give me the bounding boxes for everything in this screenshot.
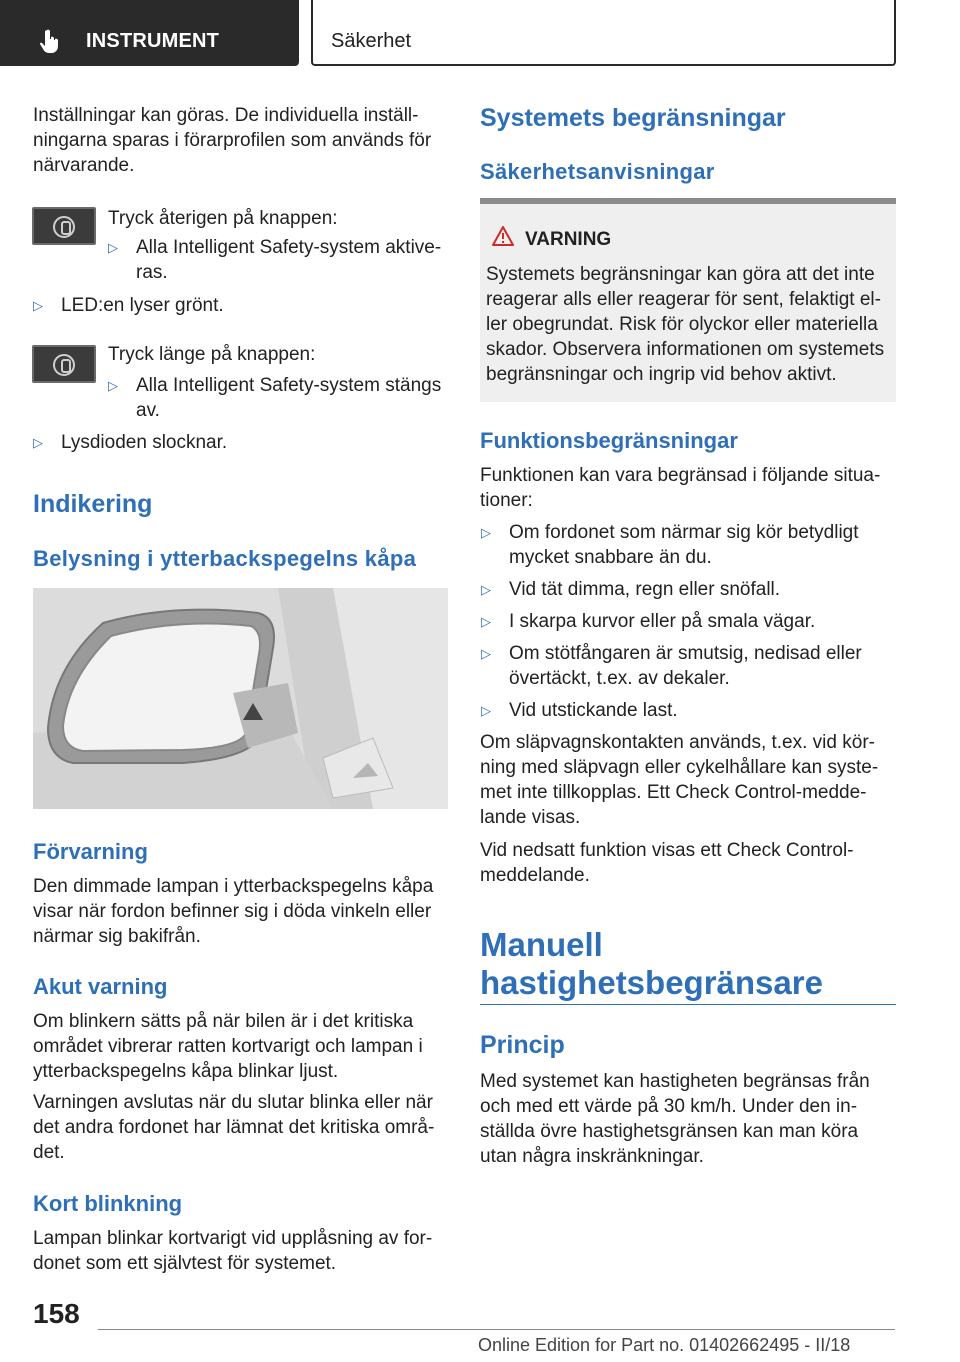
heading-line: Manuell <box>480 926 603 963</box>
text-line: Systemets begränsningar kan göra att det inte <box>486 264 875 285</box>
bullet-triangle-icon: ▷ <box>481 582 491 597</box>
heading-kort-blinkning: Kort blinkning <box>33 1191 183 1216</box>
step2-result: Lysdioden slocknar. <box>61 432 228 453</box>
text-line: ler obegrundat. Risk för olyckor eller materiella <box>486 314 878 335</box>
heading-belysning: Belysning i ytterbackspegelns kåpa <box>33 546 417 571</box>
text-line: Vid nedsatt funktion visas ett Check Control- <box>480 840 854 861</box>
footer-rule <box>98 1329 895 1330</box>
text-line: övertäckt, t.ex. av dekaler. <box>509 668 730 689</box>
chapter-tab <box>311 0 896 66</box>
text-line: Om blinkern sätts på när bilen är i det kritiska <box>33 1011 414 1032</box>
section-label: INSTRUMENT <box>86 30 220 52</box>
heading-forvarning: Förvarning <box>33 839 148 864</box>
warning-triangle-icon <box>492 226 514 246</box>
page-header <box>0 0 960 66</box>
step1-text: Tryck återigen på knappen: <box>108 208 338 229</box>
text-line: meddelande. <box>480 865 590 886</box>
intelligent-safety-icon <box>53 354 75 376</box>
bullet-triangle-icon: ▷ <box>33 435 43 450</box>
heading-akut-varning: Akut varning <box>33 974 168 999</box>
text-line: området vibrerar ratten kortvarigt och lampan i <box>33 1036 423 1057</box>
bullet-triangle-icon: ▷ <box>481 703 491 718</box>
step2-text: Tryck länge på knappen: <box>108 344 316 365</box>
heading-rule <box>480 1004 896 1005</box>
heading-line: hastighetsbegränsare <box>480 964 823 1001</box>
text-line: utan några inskränkningar. <box>480 1146 704 1167</box>
heading-sakerhetsanvisningar: Säkerhetsanvisningar <box>480 159 715 184</box>
warning-text <box>486 262 884 387</box>
step2-bullet <box>136 373 441 423</box>
text-line: ras. <box>136 262 168 283</box>
bullet-triangle-icon: ▷ <box>481 646 491 661</box>
text-line: skador. Observera informationen om systemets <box>486 339 885 360</box>
heading-princip: Princip <box>480 1031 565 1059</box>
edition-text: Online Edition for Part no. 01402662495 - II/18 <box>478 1335 851 1355</box>
bullet-triangle-icon: ▷ <box>108 240 118 255</box>
safety-button-image <box>32 207 96 245</box>
text-line: närvarande. <box>33 155 135 176</box>
text-line: Varningen avslutas när du slutar blinka eller när <box>33 1092 433 1113</box>
list-item <box>509 641 862 691</box>
text-line: Om släpvagnskontakten används, t.ex. vid kör- <box>480 732 875 753</box>
text-line: och med ett värde på 30 km/h. Under den in- <box>480 1096 858 1117</box>
text-line: visar när fordon befinner sig i döda vinkeln eller <box>33 901 432 922</box>
heading-systemets-begransningar: Systemets begränsningar <box>480 104 786 132</box>
mirror-drawing <box>33 588 448 809</box>
text-line: Om stötfångaren är smutsig, nedisad eller <box>509 643 862 664</box>
text-line: av. <box>136 400 160 421</box>
list-item: Vid tät dimma, regn eller snöfall. <box>509 579 781 600</box>
funktion-intro <box>480 463 880 513</box>
text-line: Inställningar kan göras. De individuella inställ- <box>33 105 419 126</box>
text-line: begränsningar och ingrip vid behov aktivt. <box>486 364 837 385</box>
text-line: det andra fordonet har lämnat det kritiska områ- <box>33 1117 435 1138</box>
text-line: Med systemet kan hastigheten begränsas från <box>480 1071 870 1092</box>
text-line: reagerar alls eller reagerar för sent, felaktigt el- <box>486 289 881 310</box>
step1-bullet <box>136 235 441 285</box>
text-line: Lampan blinkar kortvarigt vid upplåsning av for- <box>33 1228 433 1249</box>
page-number: 158 <box>33 1298 80 1329</box>
step1-result: LED:en lyser grönt. <box>61 295 224 316</box>
text-line: met inte tillkopplas. Ett Check Control-medde- <box>480 782 867 803</box>
text-line: lande visas. <box>480 807 581 828</box>
heading-funktionsbegransningar: Funktionsbegränsningar <box>480 428 738 453</box>
text-line: Alla Intelligent Safety-system stängs <box>136 375 442 396</box>
text-line: det. <box>33 1142 65 1163</box>
list-item: I skarpa kurvor eller på smala vägar. <box>509 611 816 632</box>
list-item <box>509 520 859 570</box>
text-line: ning med släpvagn eller cykelhållare kan syste- <box>480 757 879 778</box>
chapter-label: Säkerhet <box>331 30 412 52</box>
list-item: Vid utstickande last. <box>509 700 678 721</box>
forvarning-paragraph <box>33 874 433 949</box>
text-line: tioner: <box>480 490 533 511</box>
bullet-triangle-icon: ▷ <box>33 298 43 313</box>
akut-paragraph-2 <box>33 1090 434 1165</box>
text-line: ningarna sparas i förarprofilen som används för <box>33 130 432 151</box>
warning-box <box>480 198 896 402</box>
text-line: Den dimmade lampan i ytterbackspegelns kåpa <box>33 876 434 897</box>
heading-indikering: Indikering <box>33 490 153 518</box>
text-line: mycket snabbare än du. <box>509 547 712 568</box>
warning-title: VARNING <box>525 229 612 250</box>
text-line: donet som ett självtest för systemet. <box>33 1253 337 1274</box>
bullet-triangle-icon: ▷ <box>481 525 491 540</box>
kort-paragraph <box>33 1226 432 1276</box>
intelligent-safety-icon <box>53 216 75 238</box>
text-line: Alla Intelligent Safety-system aktive- <box>136 237 442 258</box>
bullet-triangle-icon: ▷ <box>108 378 118 393</box>
text-line: närmar sig bakifrån. <box>33 926 201 947</box>
text-line: ställda övre hastighetsgränsen kan man köra <box>480 1121 859 1142</box>
slapvagn-paragraph <box>480 730 878 830</box>
text-line: ytterbackspegelns kåpa blinkar ljust. <box>33 1061 339 1082</box>
hand-pointer-icon <box>38 28 62 54</box>
princip-paragraph <box>480 1069 870 1169</box>
nedsatt-paragraph <box>480 838 854 888</box>
heading-manuell-hastighetsbegransare <box>480 926 823 1002</box>
text-line: Om fordonet som närmar sig kör betydligt <box>509 522 859 543</box>
bullet-triangle-icon: ▷ <box>481 614 491 629</box>
section-tab <box>0 0 299 66</box>
akut-paragraph-1 <box>33 1009 423 1084</box>
intro-paragraph <box>33 103 431 178</box>
safety-button-image <box>32 345 96 383</box>
text-line: Funktionen kan vara begränsad i följande situa- <box>480 465 881 486</box>
side-mirror-illustration <box>33 588 448 809</box>
